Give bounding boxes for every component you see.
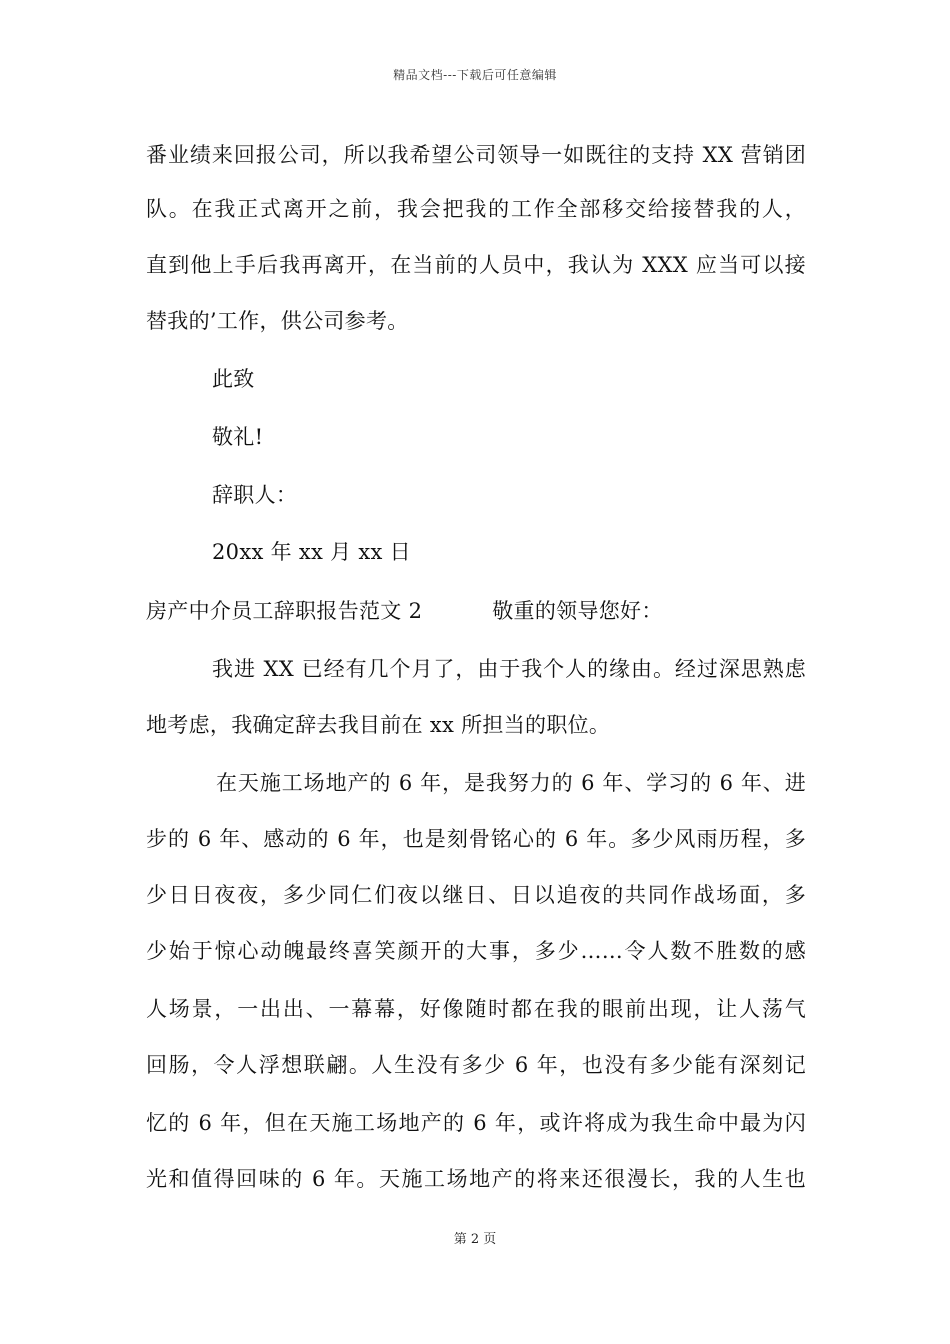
closing-salutation: 此致 <box>212 367 255 391</box>
body-line-19: 光和值得回味的 6 年。天施工场地产的将来还很漫长，我的人生也 <box>146 1167 806 1191</box>
body-line-13: 步的 6 年、感动的 6 年，也是刻骨铭心的 6 年。多少风雨历程，多 <box>146 827 806 851</box>
body-line-11: 地考虑，我确定辞去我目前在 xx 所担当的职位。 <box>146 713 611 737</box>
greeting: 敬重的领导您好： <box>492 599 663 623</box>
body-line-15: 少始于惊心动魄最终喜笑颜开的大事，多少……令人数不胜数的感 <box>146 939 806 963</box>
body-line-10: 我进 XX 已经有几个月了，由于我个人的缘由。经过深思熟虑 <box>212 657 806 681</box>
body-line-12: 在天施工场地产的 6 年，是我努力的 6 年、学习的 6 年、进 <box>216 771 806 795</box>
page-header: 精品文档---下载后可任意编辑 <box>393 68 557 82</box>
body-line-16: 人场景，一出出、一幕幕，好像随时都在我的眼前出现，让人荡气 <box>146 997 806 1021</box>
section-heading-row <box>146 596 663 626</box>
closing-regards: 敬礼! <box>212 425 264 449</box>
body-line-14: 少日日夜夜，多少同仁们夜以继日、日以追夜的共同作战场面，多 <box>146 883 806 907</box>
signature-label: 辞职人： <box>212 483 298 507</box>
page-number: 第 2 页 <box>453 1232 497 1247</box>
body-line-2: 队。在我正式离开之前，我会把我的工作全部移交给接替我的人， <box>146 197 806 221</box>
body-line-18: 忆的 6 年，但在天施工场地产的 6 年，或许将成为我生命中最为闪 <box>146 1111 806 1135</box>
body-line-1: 番业绩来回报公司，所以我希望公司领导一如既往的支持 XX 营销团 <box>146 143 806 167</box>
body-line-4: 替我的’工作，供公司参考。 <box>146 309 409 333</box>
signature-date: 20xx 年 xx 月 xx 日 <box>212 540 411 564</box>
body-line-3: 直到他上手后我再离开，在当前的人员中，我认为 XXX 应当可以接 <box>146 253 806 277</box>
body-line-17: 回肠，令人浮想联翩。人生没有多少 6 年，也没有多少能有深刻记 <box>146 1053 806 1077</box>
section-title: 房产中介员工辞职报告范文 2 <box>146 599 423 623</box>
